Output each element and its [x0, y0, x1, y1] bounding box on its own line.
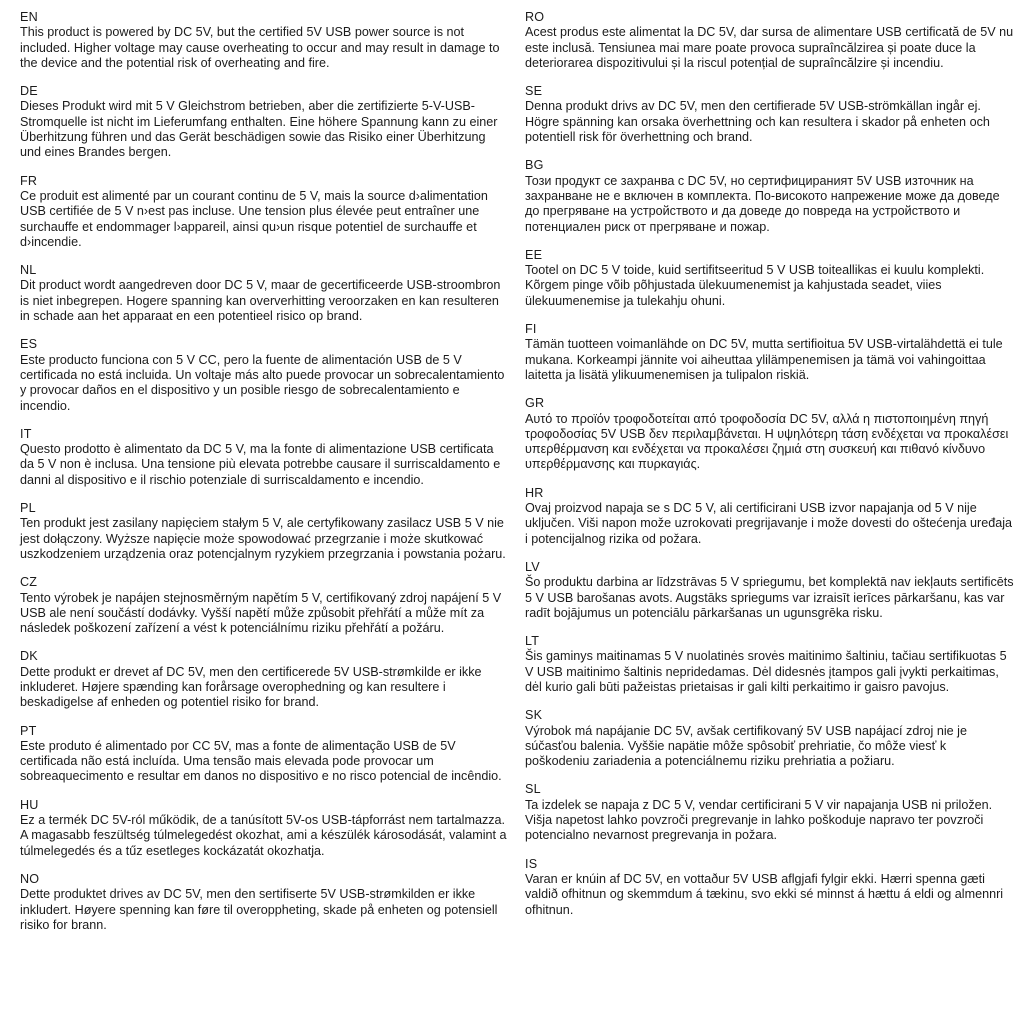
warning-text: Dette produkt er drevet af DC 5V, men den certificerede 5V USB-strømkilde er ikke inkluderet. Højere spænding kan forårsage overophedning og kan resultere i beskadigelse af enheden og potentiel risiko for brand. — [20, 664, 482, 710]
language-section-es — [20, 337, 509, 413]
language-code-label: RO — [525, 10, 545, 24]
warning-text: Dette produktet drives av DC 5V, men den sertifiserte 5V USB-strømkilden er ikke inkludert. Høyere spenning kan føre til overoppheting, skade på enheten og potensiell risiko for brann. — [20, 887, 498, 932]
language-section-fi — [525, 322, 1014, 383]
warning-text: Výrobok má napájanie DC 5V, avšak certifikovaný 5V USB napájací zdroj nie je súčasťou balenia. Vyššie napätie môže spôsobiť prehriatie, čo môže viesť k poškodeniu zariadenia a potenciálnemu riziku prehriatia a požiaru. — [525, 723, 967, 769]
language-code-label: CZ — [20, 575, 38, 590]
language-section-hr — [525, 486, 1014, 547]
language-section-ro — [525, 10, 1014, 71]
warning-text: Αυτό το προϊόν τροφοδοτείται από τροφοδοσία DC 5V, αλλά η πιστοποιημένη πηγή τροφοδοσίας 5V USB δεν περιλαμβάνεται. Η υψηλότερη τάση ενδέχεται να προκαλέσει υπερθέρμανση και ενδέχεται να προκαλέσει ζημιά στη συσκευή και πιθανό κίνδυνο υπερθέρμανσης και πυρκαγιάς. — [525, 411, 1009, 472]
language-code-label: EN — [20, 10, 38, 24]
warning-text: Varan er knúin af DC 5V, en vottaður 5V USB aflgjafi fylgir ekki. Hærri spenna gæti valdið ofhitnun og skemmdum á tækinu, svo ekki sé minnst á hættu á eldi og almennri ofhitnun. — [525, 871, 1004, 917]
warning-text: Šis gaminys maitinamas 5 V nuolatinės srovės maitinimo šaltiniu, tačiau sertifikuotas 5 V USB maitinimo šaltinis nepridedamas. Dėl didesnės įtampos gali įvykti perkaitimas, dėl kurio gali būti pažeistas prietaisas ir gali kilti perkaitimo ir gaisro pavojus. — [525, 649, 1007, 694]
language-section-lt — [525, 634, 1014, 695]
language-section-sk — [525, 708, 1014, 769]
language-section-dk — [20, 649, 509, 710]
language-section-pl — [20, 501, 509, 562]
language-code-label: FR — [20, 173, 38, 188]
language-section-de — [20, 84, 509, 160]
language-section-ee — [525, 248, 1014, 309]
language-code-label: DE — [20, 84, 38, 99]
language-section-lv — [525, 560, 1014, 621]
language-section-nl — [20, 263, 509, 324]
language-code-label: FI — [525, 322, 537, 337]
warning-text: Dieses Produkt wird mit 5 V Gleichstrom betrieben, aber die zertifizierte 5-V-USB-Stromquelle ist nicht im Lieferumfang enthalten. Eine höhere Spannung kann zu einer Überhitzung führen und das Gerät beschädigen sowie das Risiko einer Überhitzung und eines Brandes bergen. — [20, 99, 498, 160]
language-code-label: IT — [20, 426, 32, 441]
language-code-label: LV — [525, 559, 540, 574]
language-code-label: BG — [525, 158, 544, 173]
language-code-label: ES — [20, 337, 38, 352]
language-code-label: SL — [525, 782, 541, 797]
warning-text: Este produto é alimentado por CC 5V, mas a fonte de alimentação USB de 5V certificada não está incluída. Uma tensão mais elevada pode provocar um sobreaquecimento e resultar em danos no dispositivo e no risco potencial de incêndio. — [20, 738, 502, 784]
warning-text: Този продукт се захранва с DC 5V, но сертифицираният 5V USB източник на захранване не е включен в комплекта. По-високото напрежение може да доведе до прегряване на устройството и да доведе до повреда на устройството и потенциален риск от прегряване и пожар. — [525, 173, 1000, 234]
language-code-label: SK — [525, 708, 543, 723]
language-section-cz — [20, 575, 509, 636]
warning-text: Tento výrobek je napájen stejnosměrným napětím 5 V, certifikovaný zdroj napájení 5 V USB ale není součástí dodávky. Vyšší napětí může způsobit přehřátí a může mít za následek poškození zařízení a vést k potenciálnímu riziku přehřátí a požáru. — [20, 590, 502, 636]
language-code-label: HU — [20, 797, 39, 812]
language-section-en — [20, 10, 509, 71]
language-section-se — [525, 84, 1014, 145]
language-code-label: SE — [525, 84, 543, 99]
warning-text: Ce produit est alimenté par un courant continu de 5 V, mais la source d›alimentation USB certifiée de 5 V n›est pas incluse. Une tension plus élevée peut entraîner une surchauffe et endommager l›appareil, ainsi qu›un risque potentiel de surchauffe et d›incendie. — [20, 188, 488, 249]
language-section-bg — [525, 158, 1014, 234]
language-code-label: GR — [525, 396, 545, 411]
language-section-pt — [20, 724, 509, 785]
language-section-sl — [525, 782, 1014, 843]
language-section-is — [525, 857, 1014, 918]
left-column — [20, 10, 509, 1014]
warning-text: Ten produkt jest zasilany napięciem stałym 5 V, ale certyfikowany zasilacz USB 5 V nie jest dołączony. Wyższe napięcie może spowodować przegrzanie i może skutkować uszkodzeniem urządzenia oraz potencjalnym ryzykiem przegrzania i powstania pożaru. — [20, 516, 506, 561]
language-code-label: NO — [20, 871, 40, 886]
language-code-label: HR — [525, 485, 544, 500]
warning-text: This product is powered by DC 5V, but the certified 5V USB power source is not included. Higher voltage may cause overheating to occur and may result in damage to the device and the potential risk of overheating and fire. — [20, 25, 500, 70]
language-code-label: NL — [20, 263, 37, 278]
warning-text: Ovaj proizvod napaja se s DC 5 V, ali certificirani USB izvor napajanja od 5 V nije uključen. Viši napon može uzrokovati pregrijavanje i može dovesti do oštećenja uređaja i potencijalnog rizika od požara. — [525, 501, 1013, 546]
warning-text: Tämän tuotteen voimanlähde on DC 5V, mutta sertifioitua 5V USB-virtalähdettä ei tule mukana. Korkeampi jännite voi aiheuttaa ylilämpenemisen ja tämä voi vahingoittaa laitetta ja lisätä ylikuumenemisen ja tulipalon riskiä. — [525, 337, 1003, 382]
language-section-hu — [20, 798, 509, 859]
warning-text: Denna produkt drivs av DC 5V, men den certifierade 5V USB-strömkällan ingår ej. Högre spänning kan orsaka överhettning och kan resultera i skador på enheten och potentiell risk för överhettning och brand. — [525, 99, 990, 145]
language-section-gr — [525, 396, 1014, 472]
warning-text: Questo prodotto è alimentato da DC 5 V, ma la fonte di alimentazione USB certificata da 5 V non è inclusa. Una tensione più elevata potrebbe causare il surriscaldamento e danni al dispositivo e il rischio potenziale di surriscaldamento e incendio. — [20, 442, 501, 487]
language-code-label: PT — [20, 723, 37, 738]
language-code-label: IS — [525, 856, 538, 871]
language-section-no — [20, 872, 509, 933]
warning-text: Dit product wordt aangedreven door DC 5 V, maar de gecertificeerde USB-stroombron is niet inbegrepen. Hogere spanning kan oververhitting veroorzaken en kan resulteren in schade aan het apparaat en een potentieel risico op brand. — [20, 278, 501, 324]
right-column — [525, 10, 1014, 1014]
language-code-label: PL — [20, 501, 36, 516]
warning-text: Šo produktu darbina ar līdzstrāvas 5 V spriegumu, bet komplektā nav iekļauts sertificēts 5 V USB barošanas avots. Augstāks spriegums var izraisīt ierīces pārkaršanu, kas var radīt bojājumus un potenciālu pārkaršanas un ugunsgrēka risku. — [525, 575, 1014, 620]
warning-text: Acest produs este alimentat la DC 5V, dar sursa de alimentare USB certificată de 5V nu este inclusă. Tensiunea mai mare poate provoca supraîncălzirea și poate duce la deteriorarea dispozitivului și la riscul potențial de supraîncălzire și incendiu. — [525, 25, 1014, 70]
language-code-label: LT — [525, 634, 540, 649]
warning-text: Ta izdelek se napaja z DC 5 V, vendar certificirani 5 V vir napajanja USB ni priložen. Višja napetost lahko povzroči pregrevanje in lahko poškoduje napravo ter povzroči potencialno nevarnost pregrevanja in požara. — [525, 797, 993, 843]
warning-text: Este producto funciona con 5 V CC, pero la fuente de alimentación USB de 5 V certificada no está incluida. Un voltaje más alto puede provocar un sobrecalentamiento y provocar daños en el dispositivo y un posible riesgo de sobrecalentamiento e incendio. — [20, 352, 505, 413]
language-code-label: DK — [20, 649, 38, 664]
language-code-label: EE — [525, 247, 543, 262]
language-section-it — [20, 427, 509, 488]
warning-text: Tootel on DC 5 V toide, kuid sertifitseeritud 5 V USB toiteallikas ei kuulu komplekti. Kõrgem pinge võib põhjustada ülekuumenemist ja kahjustada seadet, viies ülekuumenemise ja tulekahju ohuni. — [525, 263, 985, 308]
warning-text: Ez a termék DC 5V-ról működik, de a tanúsított 5V-os USB-tápforrást nem tartalmazza. A magasabb feszültség túlmelegedést okozhat, ami a készülék károsodását, valamint a túlmelegedés és a tűz esetleges kockázatát okozhatja. — [20, 813, 507, 858]
language-section-fr — [20, 174, 509, 250]
